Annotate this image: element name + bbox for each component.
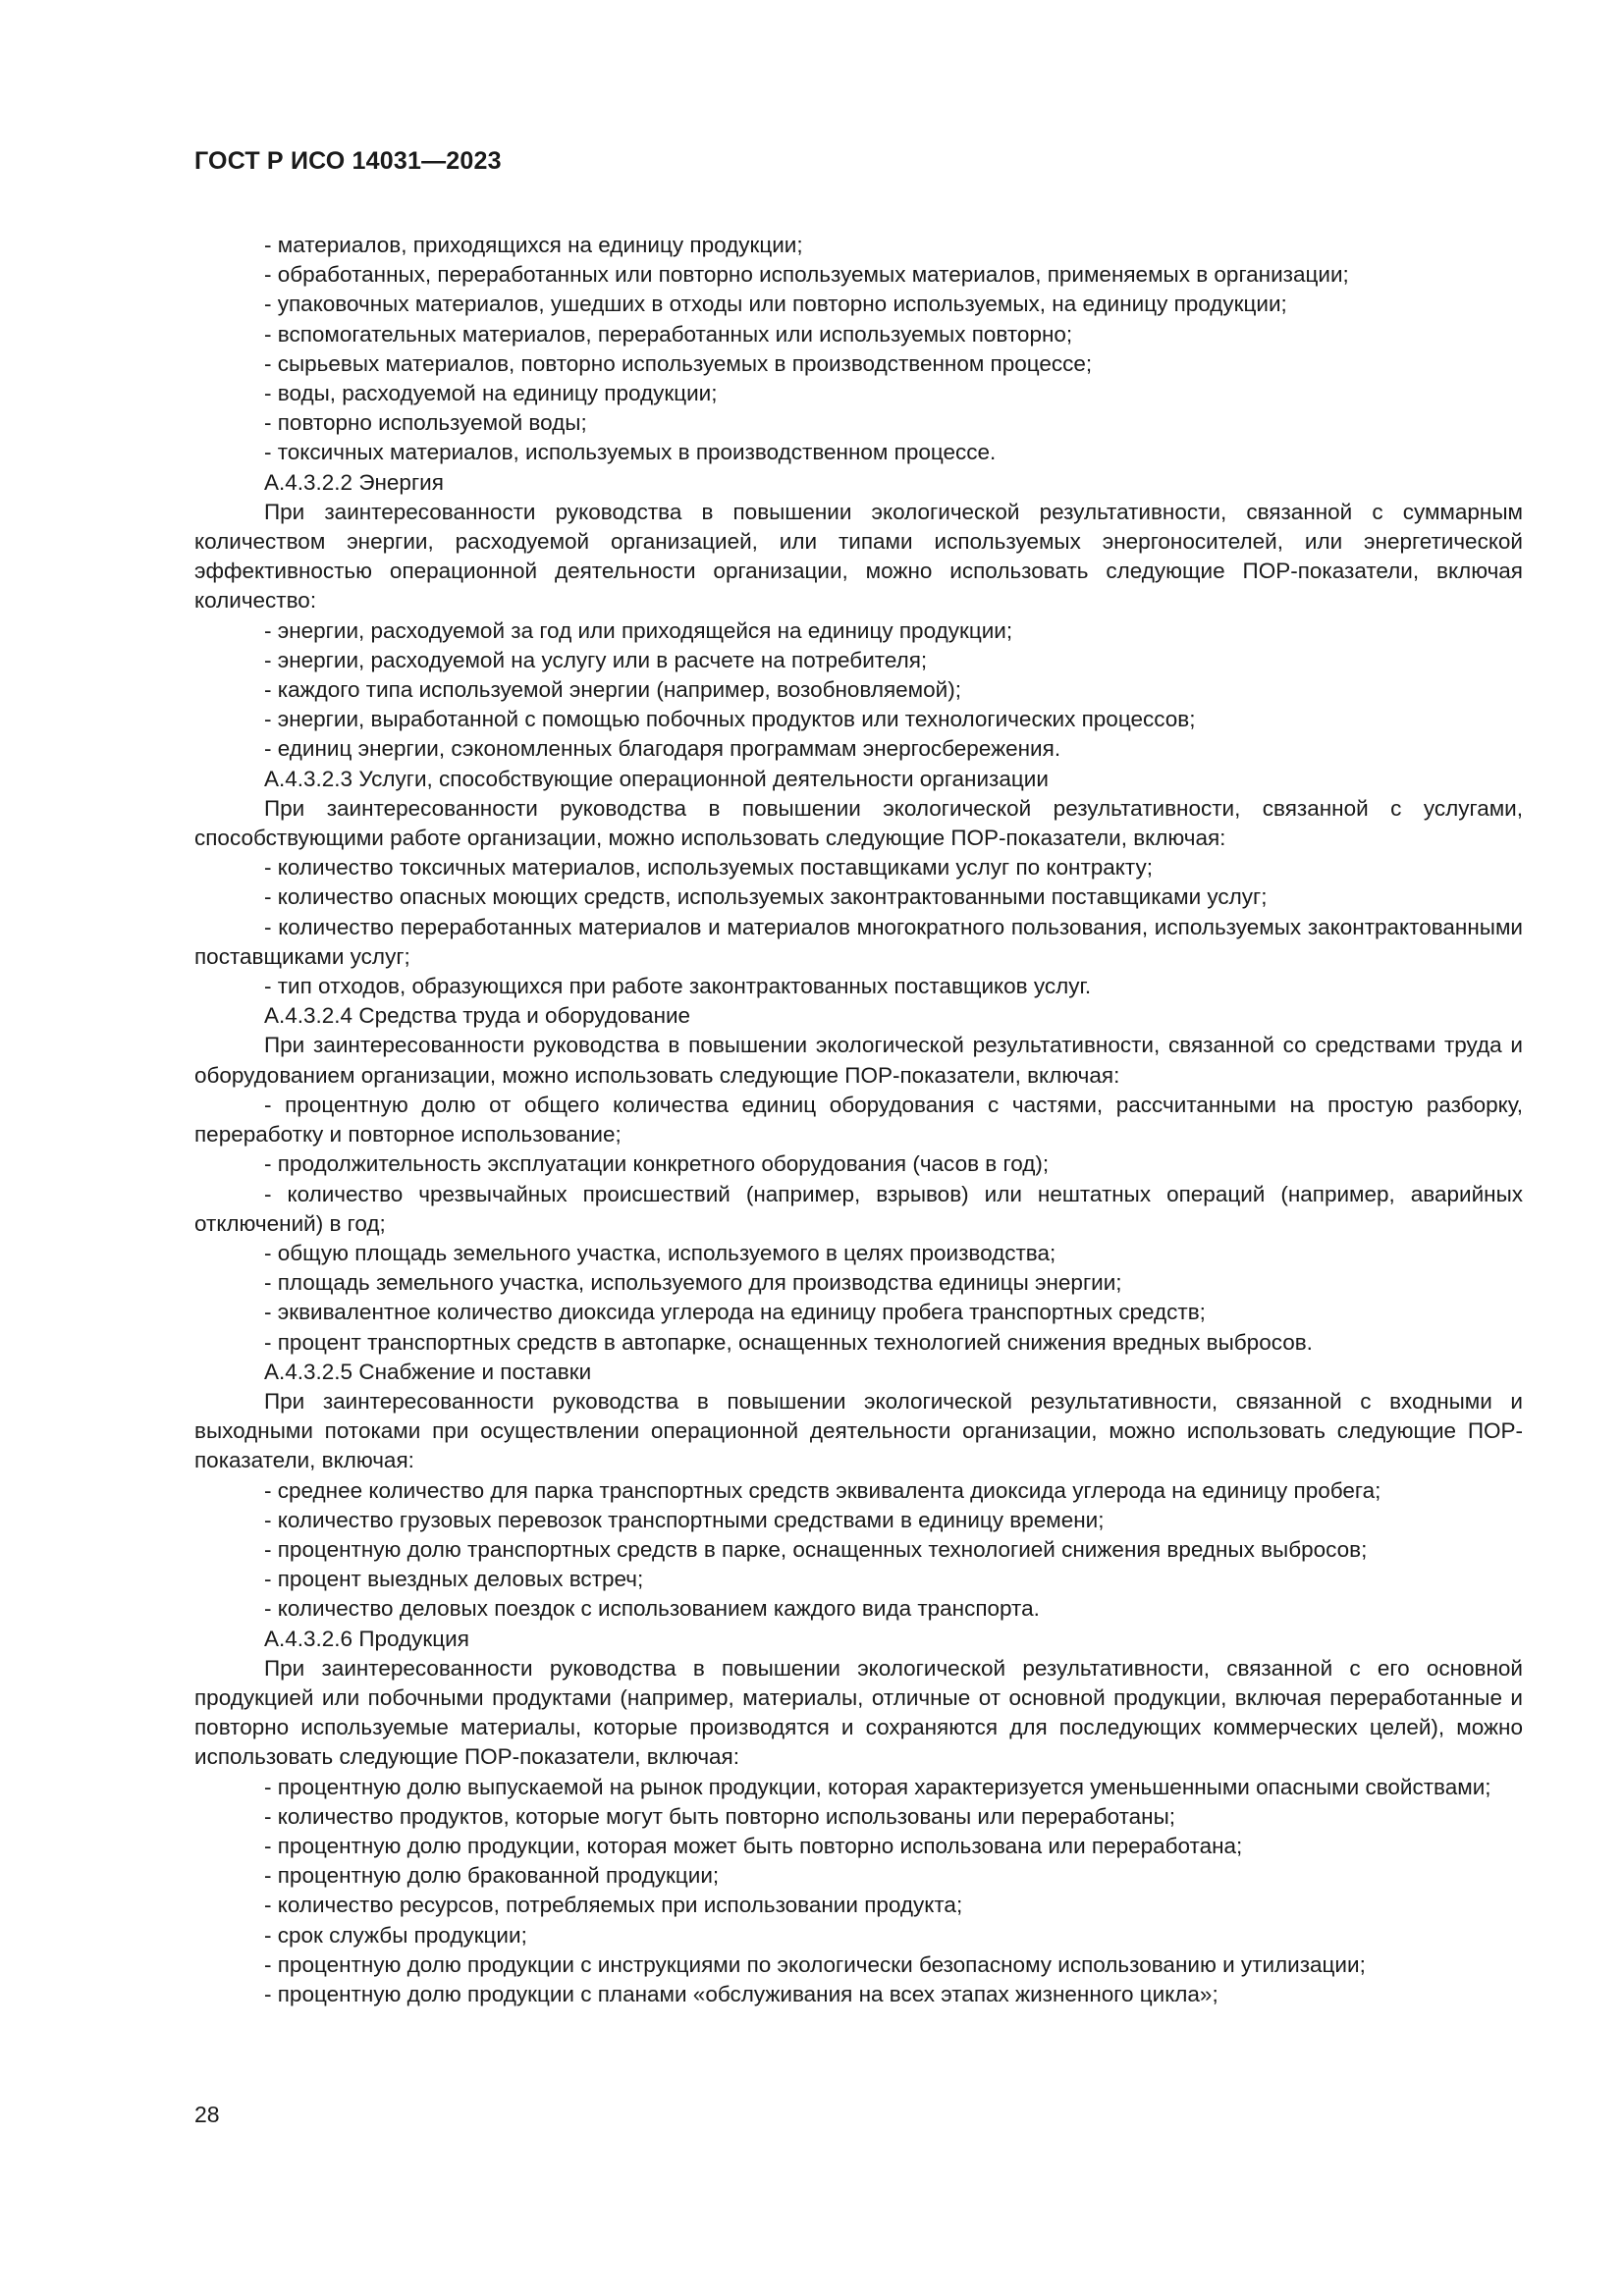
document-body [194, 231, 1523, 2009]
list-item: - количество продуктов, которые могут быть повторно использованы или переработаны; [264, 1803, 1176, 1829]
list-item: - количество опасных моющих средств, используемых законтрактованными поставщиками услуг; [264, 884, 1268, 910]
list-item: - воды, расходуемой на единицу продукции; [264, 381, 718, 406]
document-header: ГОСТ Р ИСО 14031—2023 [194, 147, 502, 175]
list-item: - процентную долю продукции с инструкциями по экологически безопасному использованию и утилизации; [264, 1951, 1366, 1977]
list-item: - площадь земельного участка, используемого для производства единицы энергии; [264, 1270, 1122, 1296]
list-item: - повторно используемой воды; [264, 410, 587, 436]
list-item: - эквивалентное количество диоксида углерода на единицу пробега транспортных средств; [264, 1300, 1206, 1325]
list-item: - процентную долю бракованной продукции; [264, 1863, 720, 1889]
section-heading: А.4.3.2.6 Продукция [264, 1626, 469, 1651]
list-item: - процентную долю выпускаемой на рынок продукции, которая характеризуется уменьшенными опасными свойствами; [264, 1774, 1491, 1799]
list-item: - каждого типа используемой энергии (например, возобновляемой); [264, 677, 961, 703]
list-item: - среднее количество для парка транспортных средств эквивалента диоксида углерода на единицу пробега; [264, 1477, 1381, 1503]
list-item: - энергии, выработанной с помощью побочных продуктов или технологических процессов; [264, 707, 1196, 732]
list-item: - срок службы продукции; [264, 1922, 527, 1948]
list-item: - количество ресурсов, потребляемых при использовании продукта; [264, 1893, 963, 1918]
list-item: - энергии, расходуемой на услугу или в расчете на потребителя; [264, 647, 928, 672]
list-item: - продолжительность эксплуатации конкретного оборудования (часов в год); [264, 1151, 1050, 1177]
paragraph: При заинтересованности руководства в повышении экологической результативности, связанной с услугами, способствующими работе организации, можно использовать следующие ПОР-показатели, включая: [194, 795, 1523, 851]
section-heading: А.4.3.2.2 Энергия [264, 469, 444, 495]
list-item: - количество деловых поездок с использованием каждого вида транспорта. [264, 1596, 1040, 1622]
list-item: - упаковочных материалов, ушедших в отходы или повторно используемых, на единицу продукции; [264, 292, 1287, 317]
list-item: - процент транспортных средств в автопарке, оснащенных технологией снижения вредных выбросов. [264, 1329, 1313, 1355]
list-item: - материалов, приходящихся на единицу продукции; [264, 233, 803, 257]
section-heading: А.4.3.2.5 Снабжение и поставки [264, 1359, 592, 1384]
list-item: - процент выездных деловых встреч; [264, 1567, 644, 1592]
list-item: - процентную долю продукции, которая может быть повторно использована или переработана; [264, 1833, 1243, 1858]
list-item: - количество токсичных материалов, используемых поставщиками услуг по контракту; [264, 855, 1153, 881]
paragraph: При заинтересованности руководства в повышении экологической результативности, связанной с суммарным количеством энергии, расходуемой организацией, или типами используемых энергоносителей, или энергетической эффективностью операционной деятельности организации, можно использовать следующие ПОР-показатели, включая количество: [194, 499, 1523, 614]
list-item: - процентную долю продукции с планами «обслуживания на всех этапах жизненного цикла»; [264, 1981, 1218, 2006]
section-heading: А.4.3.2.4 Средства труда и оборудование [264, 1003, 691, 1029]
list-item: - общую площадь земельного участка, используемого в целях производства; [264, 1240, 1056, 1265]
list-item: - сырьевых материалов, повторно используемых в производственном процессе; [264, 350, 1093, 376]
list-item: - количество чрезвычайных происшествий (например, взрывов) или нештатных операций (например, аварийных отключений) в год; [194, 1181, 1523, 1236]
list-item: - обработанных, переработанных или повторно используемых материалов, применяемых в организации; [264, 262, 1349, 288]
section-heading: А.4.3.2.3 Услуги, способствующие операционной деятельности организации [264, 766, 1049, 791]
paragraph: При заинтересованности руководства в повышении экологической результативности, связанной с его основной продукцией или побочными продуктами (например, материалы, отличные от основной продукции, включая переработанные и повторно используемые материалы, которые производятся и сохраняются для последующих коммерческих целей), можно использовать следующие ПОР-показатели, включая: [194, 1655, 1523, 1770]
list-item: - токсичных материалов, используемых в производственном процессе. [264, 440, 997, 465]
page-number: 28 [194, 2102, 220, 2127]
list-item: - количество переработанных материалов и материалов многократного пользования, используемых законтрактованными поставщиками услуг; [194, 914, 1523, 969]
list-item: - тип отходов, образующихся при работе законтрактованных поставщиков услуг. [264, 974, 1092, 999]
list-item: - количество грузовых перевозок транспортными средствами в единицу времени; [264, 1507, 1105, 1532]
paragraph: При заинтересованности руководства в повышении экологической результативности, связанной со средствами труда и оборудованием организации, можно использовать следующие ПОР-показатели, включая: [194, 1033, 1523, 1088]
list-item: - процентную долю транспортных средств в парке, оснащенных технологией снижения вредных выбросов; [264, 1536, 1368, 1562]
list-item: - вспомогательных материалов, переработанных или используемых повторно; [264, 321, 1073, 347]
paragraph: При заинтересованности руководства в повышении экологической результативности, связанной с входными и выходными потоками при осуществлении операционной деятельности организации, можно использовать следующие ПОР-показатели, включая: [194, 1388, 1523, 1473]
list-item: - единиц энергии, сэкономленных благодаря программам энергосбережения. [264, 736, 1061, 762]
list-item: - процентную долю от общего количества единиц оборудования с частями, рассчитанными на простую разборку, переработку и повторное использование; [194, 1092, 1523, 1148]
list-item: - энергии, расходуемой за год или приходящейся на единицу продукции; [264, 617, 1013, 643]
